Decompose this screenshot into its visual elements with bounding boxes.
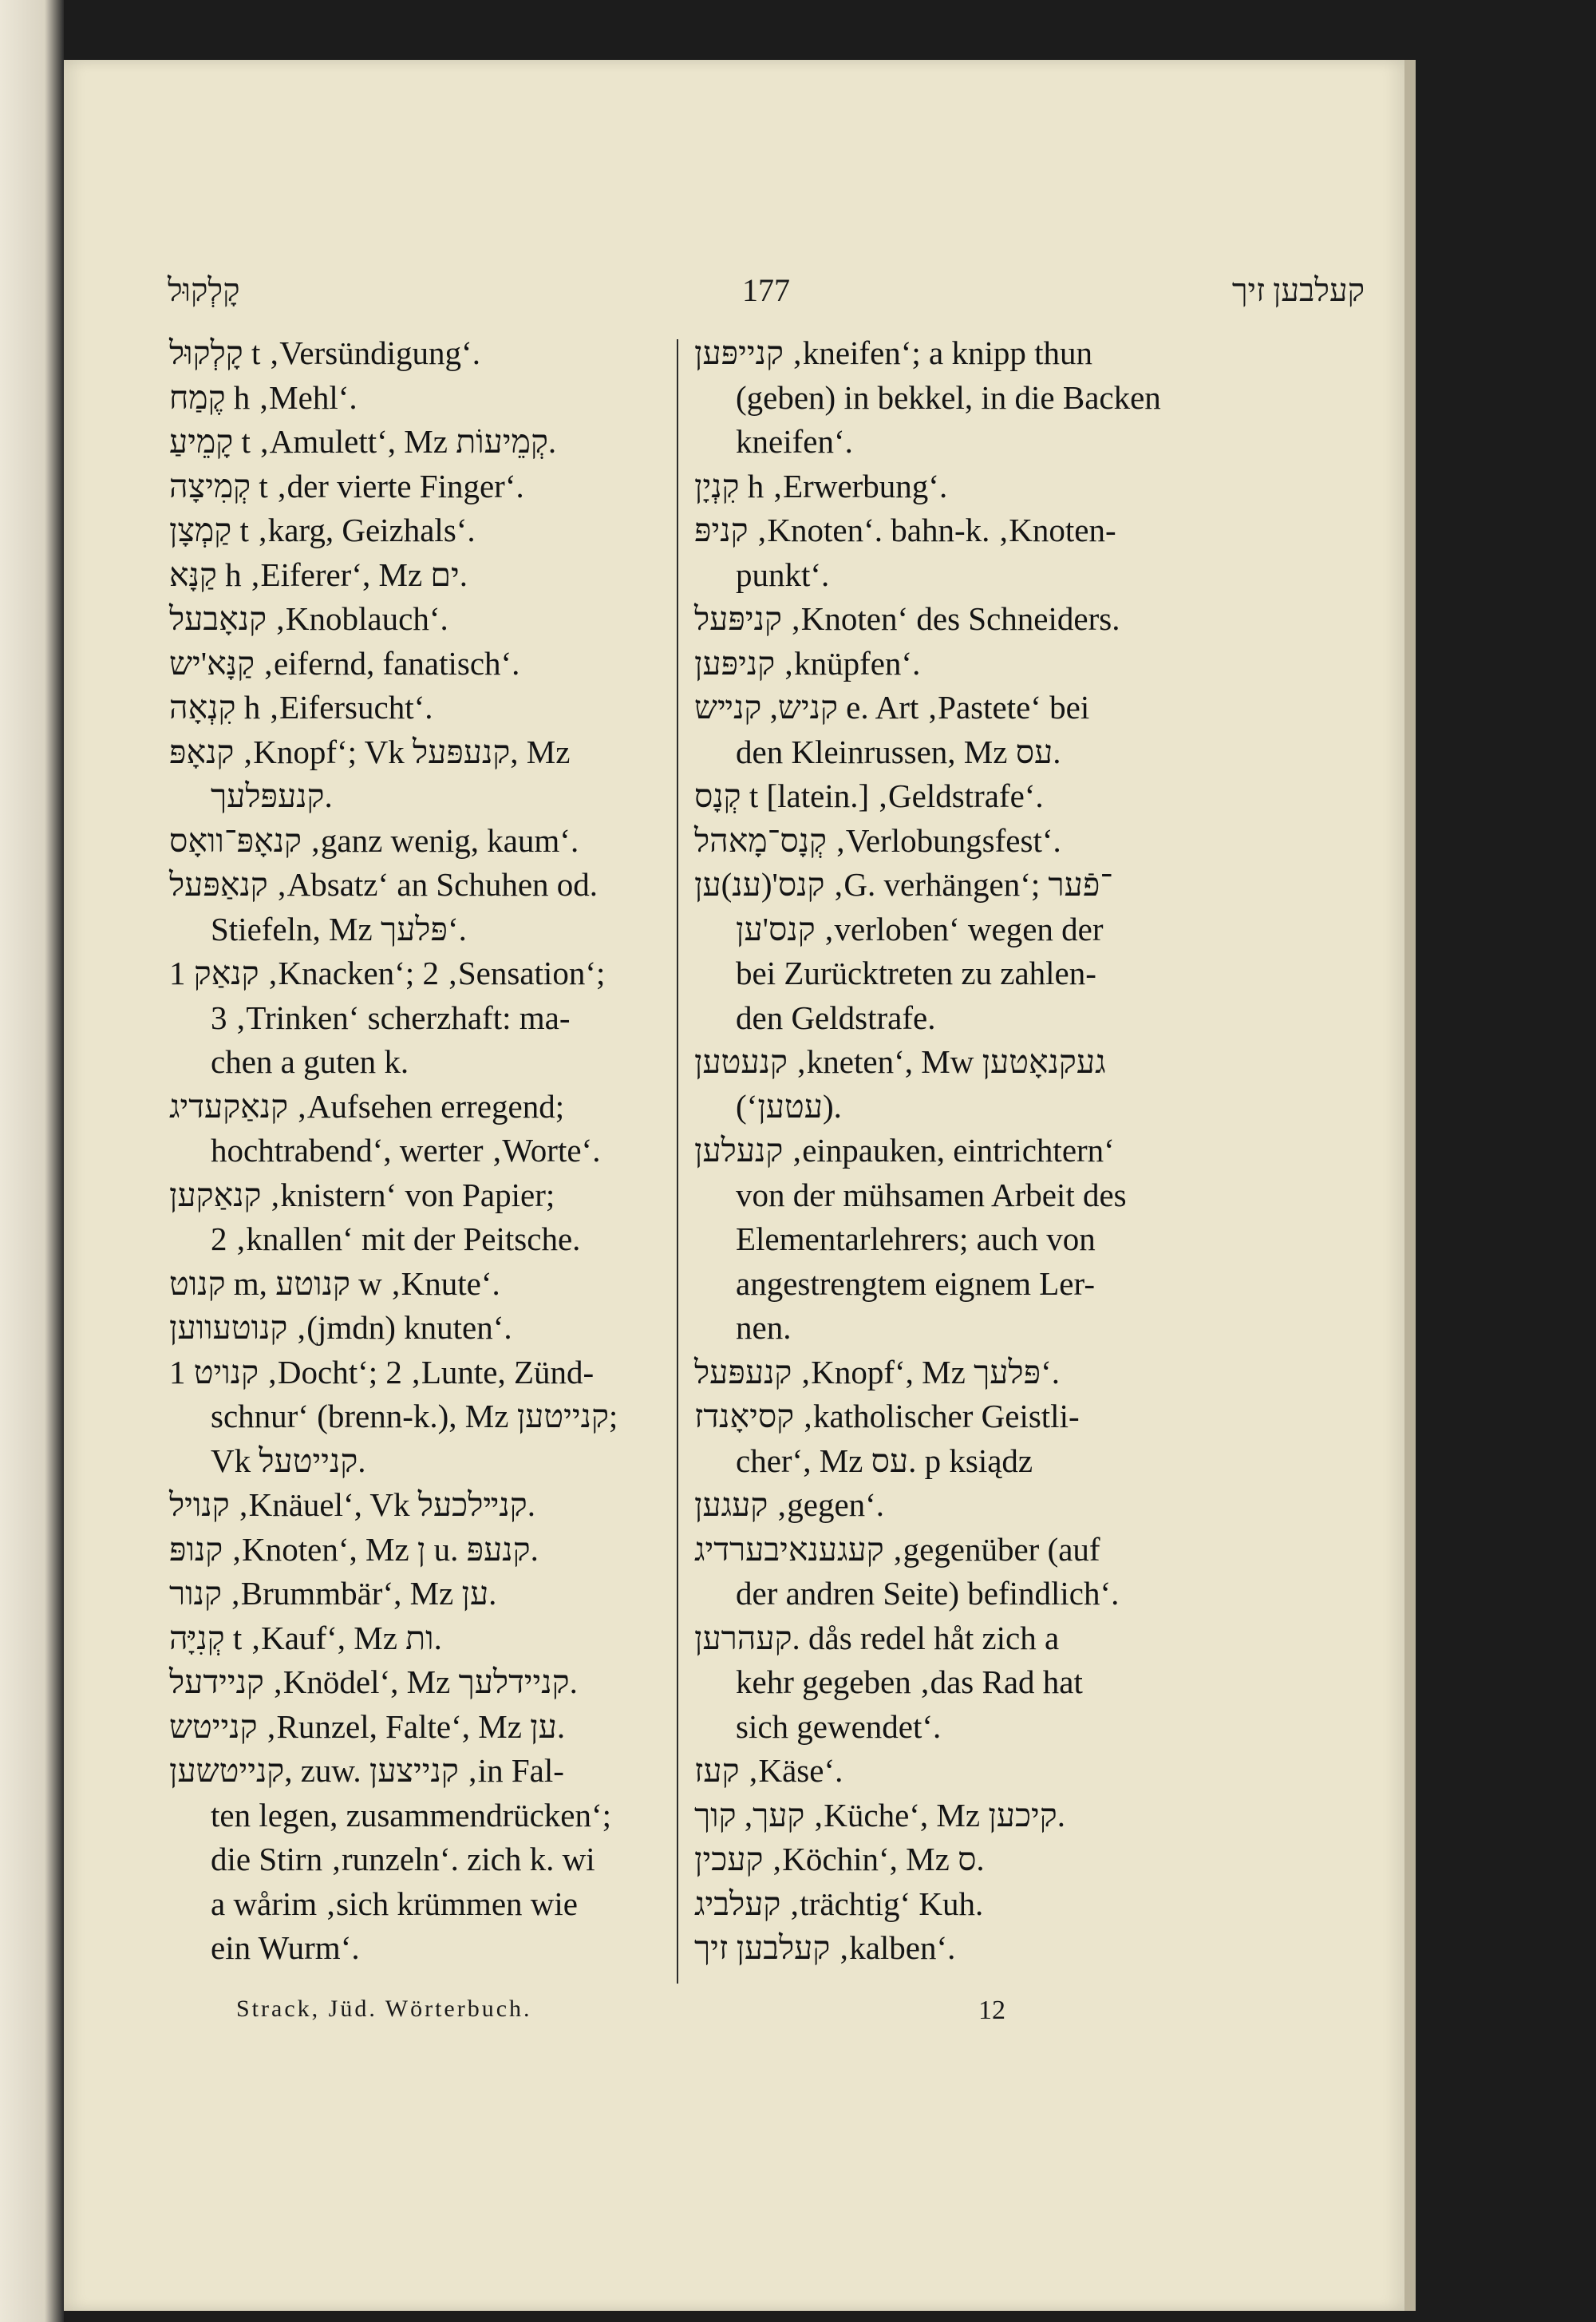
dictionary-line: Vk קנייטעל. [211,1442,366,1479]
page-edge [1404,60,1416,2311]
dictionary-line: קנעטען ‚kneten‘, Mw געקנאָטען [694,1043,1106,1080]
right-column [694,331,1189,1971]
dictionary-line: קנעפּעל ‚Knopf‘, Mz פּלעך‘. [694,1353,1060,1390]
dictionary-line: chen a guten k. [211,1043,409,1080]
dictionary-line: קנאַפּעל ‚Absatz‘ an Schuhen od. [169,866,598,903]
dictionary-line: קְנִיָּה t ‚Kauf‘, Mz ות. [169,1619,442,1656]
dictionary-line: קנאַקעדיג ‚Aufsehen erregend; [169,1087,565,1125]
dictionary-line: die Stirn ‚runzeln‘. zich k. wi [211,1841,595,1877]
dictionary-line: קֶמַח h ‚Mehl‘. [169,378,358,416]
dictionary-line: sich gewendet‘. [736,1707,942,1745]
dictionary-line: ein Wurm‘. [211,1929,360,1966]
dictionary-line: קניפּען ‚knüpfen‘. [694,644,921,682]
dictionary-line: קנויט 1 ‚Docht‘; 2 ‚Lunte, Zünd- [169,1353,595,1390]
dictionary-line: קנופּ ‚Knoten‘, Mz ן u. קנעפּ. [169,1530,539,1568]
column-divider [677,339,678,1984]
dictionary-line: קָלְקוּל t ‚Versündigung‘. [169,334,480,371]
dictionary-line: kneifen‘. [736,423,853,460]
dictionary-line: קניפּ ‚Knoten‘. bahn-k. ‚Knoten- [694,512,1116,548]
dictionary-line: קנייטש ‚Runzel, Falte‘, Mz ען. [169,1707,566,1745]
signature-mark: Strack, Jüd. Wörterbuch. [236,1996,532,2022]
dictionary-line: קנויל ‚Knäuel‘, Vk קנײלכעל. [169,1486,535,1523]
dictionary-line: קעגען ‚gegen‘. [694,1486,885,1523]
dictionary-line: bei Zurücktreten zu zahlen- [736,955,1096,991]
dictionary-line: cher‘, Mz עס. p ksiądz [736,1442,1033,1479]
dictionary-line: קנור ‚Brummbär‘, Mz ען. [169,1575,497,1612]
dictionary-line: קנאָבעל ‚Knoblauch‘. [169,600,448,637]
book-spine-edge [0,0,64,2322]
dictionary-line: קעהרען. dås redel håt zich a [694,1619,1060,1656]
dictionary-line: קעך, קוך ‚Küche‘, Mz קיכען. [694,1796,1065,1833]
dictionary-line: קנוטעווען ‚(jmdn) knuten‘. [169,1309,512,1346]
header-right-word: קעלבען זיך [1231,272,1365,308]
dictionary-line: קנעלען ‚einpauken, eintrichtern‘ [694,1132,1115,1169]
dictionary-line: קנס'(ענ)ען ‚G. verhängen‘; ־פֿער [694,866,1113,903]
dictionary-line: קעגענאיבערדיג ‚gegenüber (auf [694,1530,1100,1568]
dictionary-line: קִנְאָה h ‚Eifersucht‘. [169,689,433,726]
dictionary-line: ten legen, zusammendrücken‘; [211,1796,612,1833]
dictionary-line: קָמֵיעַ t ‚Amulett‘, Mz קְמֵיעוֹת. [169,423,557,460]
header-left-word: קָלְקוּל [168,272,240,308]
dictionary-line: קעלבען זיך ‚kalben‘. [694,1929,956,1966]
sheet-number: 12 [978,1996,1005,2025]
dictionary-line: קניידעל ‚Knödel‘, Mz קניידלעך. [169,1663,578,1700]
dictionary-line: קעלביג ‚trächtig‘ Kuh. [694,1885,984,1922]
dictionary-line: a wårim ‚sich krümmen wie [211,1885,578,1922]
dictionary-line: קניש, קנײש e. Art ‚Pastete‘ bei [694,689,1090,726]
dictionary-line: קסיאָנדז ‚katholischer Geistli- [694,1398,1080,1434]
dictionary-line: קניפּעל ‚Knoten‘ des Schneiders. [694,600,1120,637]
dictionary-line: den Geldstrafe. [736,999,936,1036]
dictionary-line: קנאָפּ ‚Knopf‘; Vk קנעפּעל, Mz [169,733,571,770]
dictionary-line: קנאַקען ‚knistern‘ von Papier; [169,1176,555,1213]
dictionary-line: Elementarlehrers; auch von [736,1220,1096,1257]
dictionary-line: קַנָּא h ‚Eiferer‘, Mz ים. [169,556,468,593]
dictionary-line: angestrengtem eignem Ler- [736,1264,1095,1302]
dictionary-line: קנאַק 1 ‚Knacken‘; 2 ‚Sensation‘; [169,955,606,991]
dictionary-line: קְנָס t [latein.] ‚Geldstrafe‘. [694,777,1044,814]
dictionary-line: 3 ‚Trinken‘ scherzhaft: ma- [211,999,571,1036]
dictionary-line: nen. [736,1309,792,1346]
dictionary-line: קנוט m, קנוטע w ‚Knute‘. [169,1264,500,1302]
dictionary-line: קִנְיָן h ‚Erwerbung‘. [694,467,948,504]
dictionary-line: קַנָּא'יש ‚eifernd, fanatisch‘. [169,644,520,682]
dictionary-line: קעכין ‚Köchin‘, Mz ס. [694,1841,985,1877]
dictionary-line: der andren Seite) befindlich‘. [736,1575,1120,1612]
page-footer [236,1996,1274,2035]
dictionary-line: kehr gegeben ‚das Rad hat [736,1663,1083,1700]
dictionary-line: 2 ‚knallen‘ mit der Peitsche. [211,1220,581,1257]
dictionary-line: punkt‘. [736,556,830,593]
dictionary-line: von der mühsamen Arbeit des [736,1176,1127,1213]
dictionary-line: קְנָס־מָאהל ‚Verlobungsfest‘. [694,821,1061,859]
dictionary-line: קנעפּלעך. [211,777,333,814]
page-number: 177 [742,272,790,308]
dictionary-line: קנאָפּ־וואָס ‚ganz wenig, kaum‘. [169,821,579,859]
dictionary-line: קַמְצָן t ‚karg, Geizhals‘. [169,512,476,548]
dictionary-line: hochtrabend‘, werter ‚Worte‘. [211,1132,601,1169]
running-header [168,271,1365,319]
dictionary-line: קנייטשען, zuw. קנייצען ‚in Fal- [169,1752,564,1789]
dictionary-line: Stiefeln, Mz פּלעך‘. [211,910,467,947]
dictionary-line: (geben) in bekkel, in die Backen [736,378,1161,416]
dictionary-line: (‘עטען). [736,1087,842,1125]
dictionary-line: den Kleinrussen, Mz עס. [736,733,1061,770]
dictionary-line: קְמִיצָה t ‚der vierte Finger‘. [169,467,524,504]
dictionary-line: קנייפּען ‚kneifen‘; a knipp thun [694,334,1093,371]
left-column [169,331,672,1971]
dictionary-line: קעז ‚Käse‘. [694,1752,843,1789]
dictionary-line: schnur‘ (brenn-k.), Mz קנייטען; [211,1398,618,1434]
dictionary-line: קנס'ען ‚verloben‘ wegen der [736,910,1104,947]
